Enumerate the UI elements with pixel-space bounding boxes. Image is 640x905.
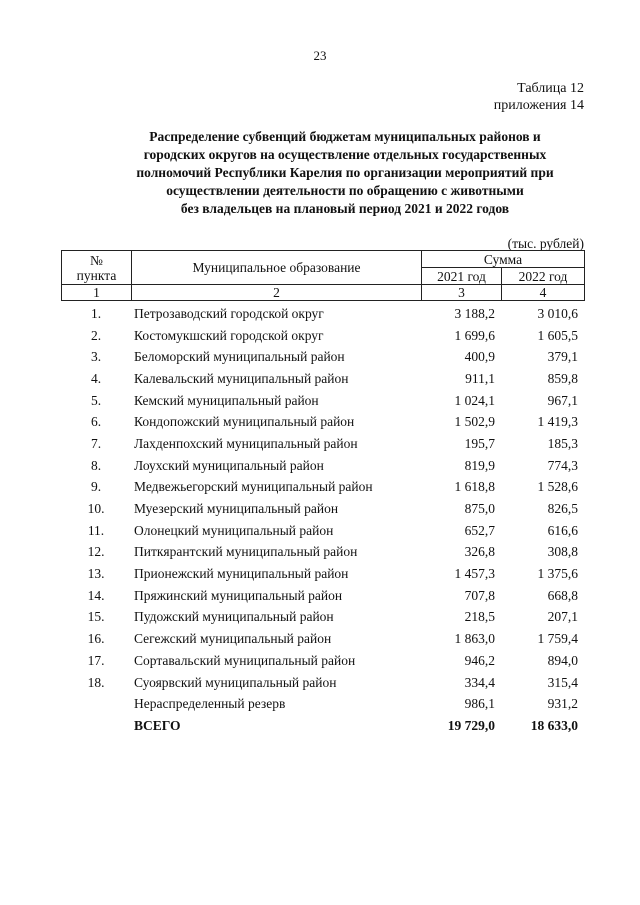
table-row xyxy=(61,585,584,607)
row-2022: 207,1 xyxy=(547,609,578,625)
table-row xyxy=(61,455,584,477)
table-body xyxy=(61,303,584,737)
row-2022: 379,1 xyxy=(547,349,578,365)
table-row xyxy=(61,542,584,564)
row-number: 12. xyxy=(87,544,105,560)
row-2022: 668,8 xyxy=(547,587,578,603)
table-header xyxy=(61,250,585,301)
table-row xyxy=(61,563,584,585)
row-name: Пряжинский муниципальный район xyxy=(134,587,343,603)
total-2022: 18 633,0 xyxy=(530,717,578,733)
row-number: 14. xyxy=(87,587,105,603)
table-row xyxy=(61,346,584,368)
row-name: Нераспределенный резерв xyxy=(134,696,286,712)
row-number: 15. xyxy=(87,609,105,625)
row-2021: 986,1 xyxy=(464,696,495,712)
row-2022: 1 375,6 xyxy=(537,566,578,582)
units-label: (тыс. рублей) xyxy=(507,236,584,251)
row-2022: 967,1 xyxy=(547,392,578,408)
row-2022: 774,3 xyxy=(547,457,578,473)
row-2021: 652,7 xyxy=(464,522,495,538)
row-number: 4. xyxy=(90,370,102,386)
row-2022: 185,3 xyxy=(547,435,578,451)
row-2021: 911,1 xyxy=(465,370,495,386)
table-row xyxy=(61,672,584,694)
row-name: Костомукшский городской округ xyxy=(134,327,324,343)
row-name: Петрозаводский городской округ xyxy=(134,305,324,321)
row-number: 8. xyxy=(90,457,102,473)
row-2021: 707,8 xyxy=(464,587,495,603)
row-2022: 616,6 xyxy=(547,522,578,538)
table-row xyxy=(61,433,584,455)
row-2021: 195,7 xyxy=(464,435,495,451)
header-sum: Сумма xyxy=(422,251,585,268)
row-2021: 1 457,3 xyxy=(454,566,495,582)
row-2021: 819,9 xyxy=(464,457,495,473)
header-municipality: Муниципальное образование xyxy=(132,251,422,285)
header-index-4: 4 xyxy=(502,285,585,301)
row-number: 3. xyxy=(90,349,102,365)
row-2021: 875,0 xyxy=(464,501,495,517)
row-name: Питкярантский муниципальный район xyxy=(134,544,358,560)
row-number: 9. xyxy=(90,479,102,495)
row-number: 18. xyxy=(87,674,105,690)
table-reference xyxy=(494,80,584,114)
row-2022: 1 759,4 xyxy=(537,631,578,647)
row-name: Пудожский муниципальный район xyxy=(134,609,334,625)
row-2022: 826,5 xyxy=(547,501,578,517)
header-number-label: пункта xyxy=(76,267,117,283)
table-row xyxy=(61,628,584,650)
table-row xyxy=(61,368,584,390)
row-number: 7. xyxy=(90,435,102,451)
row-number: 5. xyxy=(90,392,102,408)
total-2021: 19 729,0 xyxy=(447,717,495,733)
row-2021: 1 024,1 xyxy=(454,392,495,408)
document-title xyxy=(110,128,580,218)
header-number-symbol: № xyxy=(90,252,103,268)
total-row xyxy=(61,715,584,737)
row-2021: 1 618,8 xyxy=(454,479,495,495)
table-row xyxy=(61,498,584,520)
table-row xyxy=(61,477,584,499)
title-line: городских округов на осуществление отдельных государственных xyxy=(143,147,547,162)
row-name: Олонецкий муниципальный район xyxy=(134,522,334,538)
row-number: 11. xyxy=(87,522,105,538)
header-index-2: 2 xyxy=(132,285,422,301)
header-index-1: 1 xyxy=(62,285,132,301)
total-label: ВСЕГО xyxy=(134,717,181,733)
row-name: Лоухский муниципальный район xyxy=(134,457,324,473)
title-line: осуществлении деятельности по обращению с животными xyxy=(166,183,524,198)
table-row xyxy=(61,650,584,672)
row-2022: 1 419,3 xyxy=(537,414,578,430)
table-reference-line1: Таблица 12 xyxy=(517,81,584,96)
header-index-3: 3 xyxy=(422,285,502,301)
row-2021: 218,5 xyxy=(464,609,495,625)
page-number: 23 xyxy=(313,48,327,63)
header-2022: 2022 год xyxy=(502,268,585,285)
row-name: Суоярвский муниципальный район xyxy=(134,674,337,690)
row-name: Сегежский муниципальный район xyxy=(134,631,332,647)
table-row xyxy=(61,325,584,347)
row-2021: 3 188,2 xyxy=(454,305,495,321)
row-2021: 1 699,6 xyxy=(454,327,495,343)
row-number: 2. xyxy=(90,327,102,343)
table-row xyxy=(61,693,584,715)
row-2021: 400,9 xyxy=(464,349,495,365)
row-name: Муезерский муниципальный район xyxy=(134,501,339,517)
row-2022: 3 010,6 xyxy=(537,305,578,321)
row-number: 1. xyxy=(90,305,102,321)
row-name: Беломорский муниципальный район xyxy=(134,349,345,365)
table-reference-line2: приложения 14 xyxy=(493,98,584,113)
row-name: Кондопожский муниципальный район xyxy=(134,414,355,430)
row-2021: 946,2 xyxy=(464,652,495,668)
row-2021: 1 863,0 xyxy=(454,631,495,647)
table-row xyxy=(61,390,584,412)
header-number xyxy=(62,251,132,285)
row-number: 13. xyxy=(87,566,105,582)
row-name: Лахденпохский муниципальный район xyxy=(134,435,358,451)
row-number: 6. xyxy=(90,414,102,430)
row-2021: 326,8 xyxy=(464,544,495,560)
row-2022: 1 605,5 xyxy=(537,327,578,343)
row-name: Медвежьегорский муниципальный район xyxy=(134,479,373,495)
row-number: 17. xyxy=(87,652,105,668)
table-row xyxy=(61,303,584,325)
row-2021: 1 502,9 xyxy=(454,414,495,430)
title-line: полномочий Республики Карелия по организации мероприятий при xyxy=(136,165,554,180)
row-2022: 1 528,6 xyxy=(537,479,578,495)
table-row xyxy=(61,520,584,542)
row-2022: 931,2 xyxy=(547,696,578,712)
table-row xyxy=(61,607,584,629)
row-number: 16. xyxy=(87,631,105,647)
header-2021: 2021 год xyxy=(422,268,502,285)
table-row xyxy=(61,411,584,433)
row-2022: 315,4 xyxy=(547,674,578,690)
row-name: Калевальский муниципальный район xyxy=(134,370,349,386)
title-line: Распределение субвенций бюджетам муниципальных районов и xyxy=(149,129,541,144)
row-2022: 308,8 xyxy=(547,544,578,560)
row-2021: 334,4 xyxy=(464,674,495,690)
row-2022: 894,0 xyxy=(547,652,578,668)
row-2022: 859,8 xyxy=(547,370,578,386)
title-line: без владельцев на плановый период 2021 и 2022 годов xyxy=(180,201,510,216)
row-name: Прионежский муниципальный район xyxy=(134,566,349,582)
row-name: Сортавальский муниципальный район xyxy=(134,652,356,668)
row-number: 10. xyxy=(87,501,105,517)
row-name: Кемский муниципальный район xyxy=(134,392,319,408)
